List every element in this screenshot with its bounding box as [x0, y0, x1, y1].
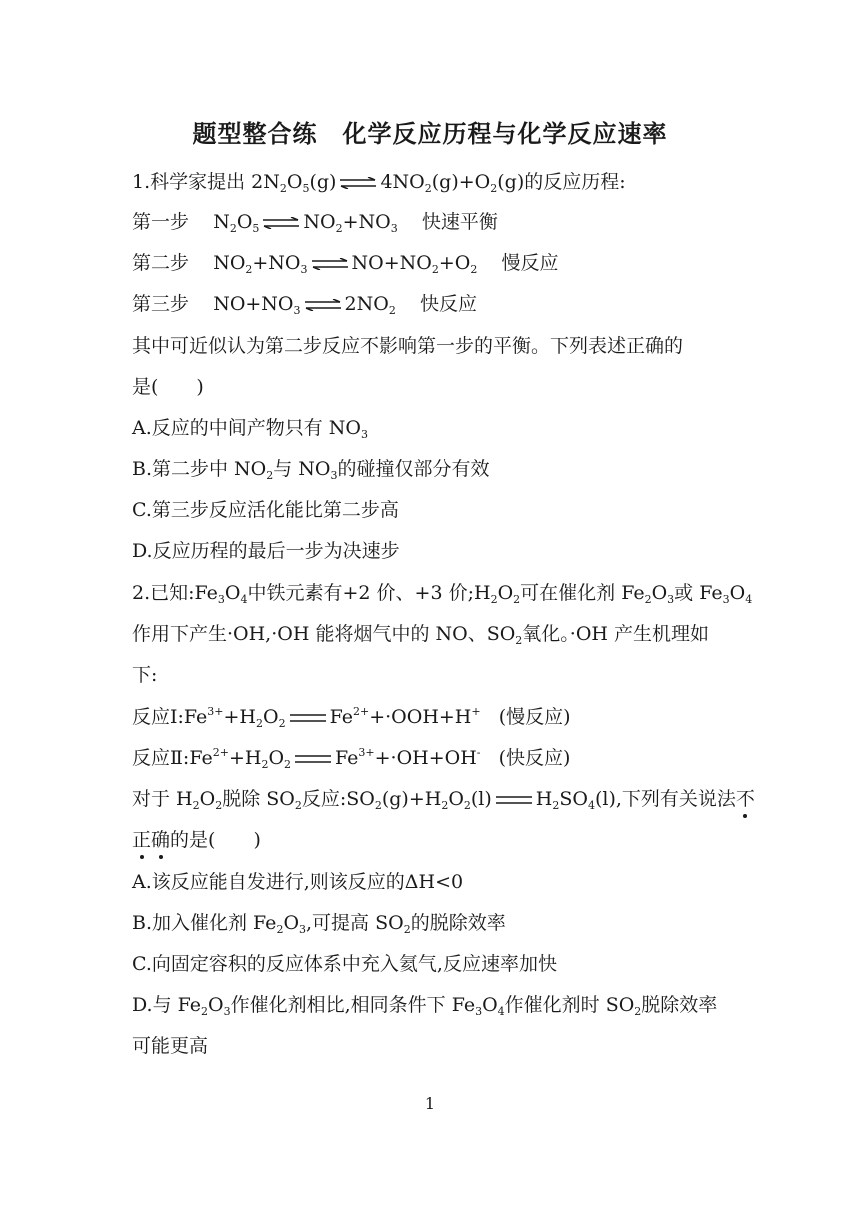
emphasis-dot-char: 不	[735, 788, 755, 810]
q1-option-c: C.第三步反应活化能比第二步高	[132, 499, 399, 521]
page-title: 题型整合练 化学反应历程与化学反应速率	[192, 120, 668, 148]
equilibrium-arrow-icon	[340, 177, 376, 189]
q1-step2: 第二步 $NO_2+NO_3$ $NO+NO_2+O_2$ 慢反应	[132, 252, 559, 276]
q2-statement-line1: 对于 $H_2O_2$脱除 $SO_2$反应$:SO_2(g)+H_2O_2(l)$ $H_2SO_4(l)$,下列有关说法不	[132, 788, 755, 812]
equals-sign-icon	[496, 794, 532, 806]
q1-step3: 第三步 $NO+NO_3$ $2NO_2$ 快反应	[132, 293, 477, 317]
q2-stem-line1: 2.已知$:Fe_3O_4$中铁元素有+2 价、+3 价$;H_2O_2$可在催化剂 $Fe_2O_3$或 $Fe_3O_4$	[132, 582, 753, 606]
q2-reaction-2: 反应$Ⅱ:Fe^{2+}+H_2O_2$ $Fe^{3+}+\cdot OH+OH^-$ (快反应)	[132, 746, 571, 771]
q2-option-d-cont: 可能更高	[132, 1035, 209, 1057]
q1-option-d: D.反应历程的最后一步为决速步	[132, 540, 400, 562]
equilibrium-arrow-icon	[312, 258, 348, 270]
equilibrium-arrow-icon	[263, 217, 299, 229]
q2-option-c: C.向固定容积的反应体系中充入氦气,反应速率加快	[132, 953, 557, 975]
emphasis-dot-char: 确	[151, 829, 171, 851]
q1-step1: 第一步 $N_2O_5$ $NO_2+NO_3$ 快速平衡	[132, 211, 498, 235]
equals-sign-icon	[290, 712, 326, 724]
q1-option-b: B.第二步中 $NO_2$与 $NO_3$的碰撞仅部分有效	[132, 458, 490, 482]
q1-text-line1: 其中可近似认为第二步反应不影响第一步的平衡。下列表述正确的	[132, 335, 684, 357]
q1-option-a: A.反应的中间产物只有 $NO_3$	[132, 417, 369, 441]
q2-statement-line2: 正确的是( )	[132, 829, 261, 851]
q2-reaction-1: 反应$Ⅰ:Fe^{3+}+H_2O_2$ $Fe^{2+}+\cdot OOH+H^+$ (慢反应)	[132, 705, 571, 730]
page-number: 1	[424, 1094, 436, 1113]
q1-text-line2: 是( )	[132, 376, 204, 398]
equilibrium-arrow-icon	[305, 299, 341, 311]
q2-option-a: A.该反应能自发进行,则该反应的ΔH<0	[132, 871, 464, 893]
q2-stem-line2: 作用下产生·OH,·OH 能将烟气中的 NO、$SO_2$氧化。·OH 产生机理如	[132, 623, 710, 647]
q2-option-d: D.与 $Fe_2O_3$作催化剂相比,相同条件下 $Fe_3O_4$作催化剂时 $SO_2$脱除效率	[132, 994, 718, 1018]
q1-stem: 1.科学家提出 $2N_2O_5(g)$ $4NO_2(g)+O_2(g)$的反应历程:	[132, 171, 626, 195]
q2-option-b: B.加入催化剂 $Fe_2O_3$,可提高 $SO_2$的脱除效率	[132, 912, 506, 936]
emphasis-dot-char: 正	[132, 829, 152, 851]
equals-sign-icon	[295, 753, 331, 765]
q2-stem-line3: 下:	[132, 664, 158, 686]
